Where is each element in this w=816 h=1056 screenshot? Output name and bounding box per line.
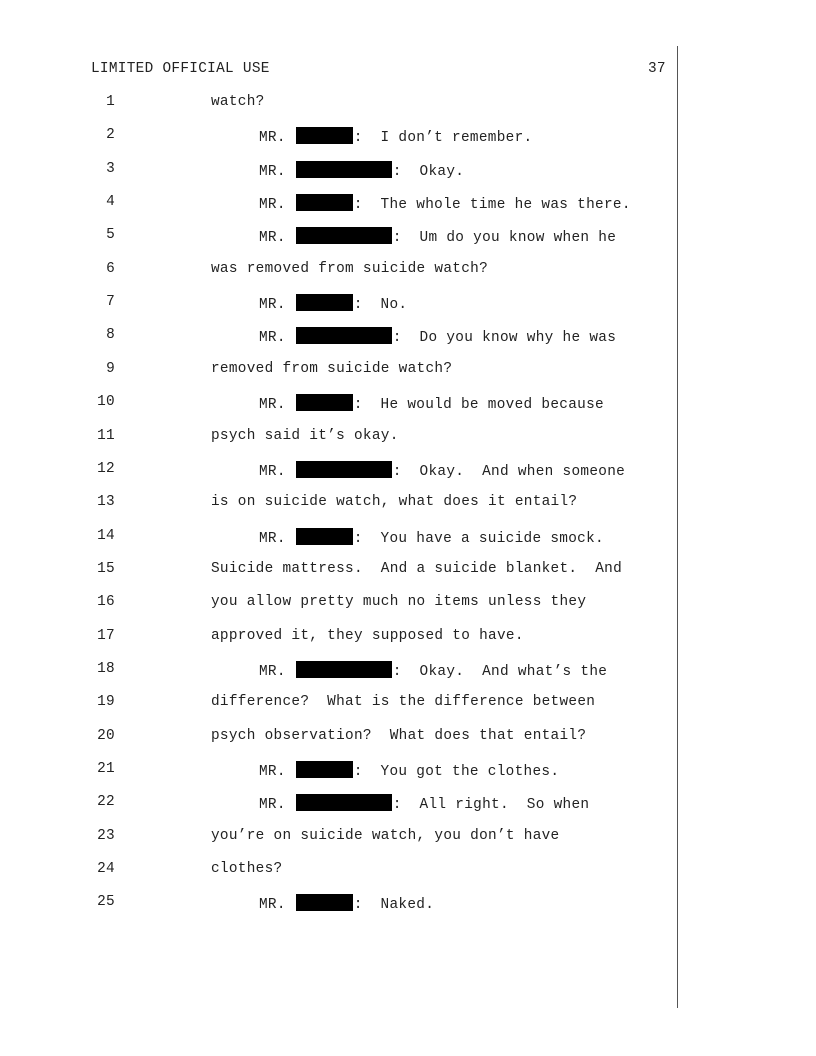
line-number: 10 xyxy=(97,394,115,411)
line-number: 19 xyxy=(97,694,115,711)
transcript-line xyxy=(0,161,678,183)
line-number: 13 xyxy=(97,494,115,511)
line-number: 23 xyxy=(97,827,115,844)
transcript-line xyxy=(0,461,678,483)
transcript-line xyxy=(0,261,678,283)
page-number: 37 xyxy=(648,61,666,77)
transcript-line xyxy=(0,227,678,249)
line-text: was removed from suicide watch? xyxy=(211,260,489,277)
line-text: you allow pretty much no items unless they xyxy=(211,594,587,611)
line-text: you’re on suicide watch, you don’t have xyxy=(211,827,560,844)
redaction-box xyxy=(296,761,353,778)
speaker-prefix: MR. xyxy=(259,163,286,180)
transcript-line xyxy=(0,561,678,583)
speaker-line xyxy=(259,394,604,413)
speaker-line xyxy=(259,794,589,813)
transcript-line xyxy=(0,628,678,650)
transcript-line xyxy=(0,594,678,616)
redaction-box xyxy=(296,461,392,478)
speaker-text: : He would be moved because xyxy=(353,397,604,414)
line-number: 21 xyxy=(97,761,115,777)
speaker-line xyxy=(259,294,407,313)
transcript-line xyxy=(0,861,678,883)
redaction-box xyxy=(296,794,392,811)
speaker-text: : Um do you know when he xyxy=(392,230,617,247)
speaker-line xyxy=(259,194,631,213)
redaction-box xyxy=(296,161,392,178)
line-number: 24 xyxy=(97,861,115,878)
line-number: 8 xyxy=(106,327,115,344)
transcript-line xyxy=(0,361,678,383)
line-number: 4 xyxy=(106,194,115,211)
speaker-line xyxy=(259,127,532,146)
redaction-box xyxy=(296,227,392,244)
speaker-line xyxy=(259,161,464,180)
speaker-prefix: MR. xyxy=(259,663,286,680)
speaker-prefix: MR. xyxy=(259,330,286,347)
speaker-text: : Do you know why he was xyxy=(392,330,617,347)
speaker-line xyxy=(259,227,616,246)
line-text: is on suicide watch, what does it entail? xyxy=(211,494,578,511)
transcript-line xyxy=(0,327,678,349)
redaction-box xyxy=(296,327,392,344)
speaker-prefix: MR. xyxy=(259,130,286,147)
redaction-box xyxy=(296,127,353,144)
speaker-text: : No. xyxy=(353,297,408,314)
transcript-line xyxy=(0,894,678,916)
transcript-line xyxy=(0,794,678,816)
line-number: 20 xyxy=(97,727,115,744)
line-text: psych said it’s okay. xyxy=(211,427,399,444)
speaker-text: : You have a suicide smock. xyxy=(353,530,604,547)
speaker-line xyxy=(259,327,616,346)
redaction-box xyxy=(296,394,353,411)
line-number: 12 xyxy=(97,460,115,477)
line-number: 6 xyxy=(106,260,115,277)
transcript-line xyxy=(0,194,678,216)
speaker-prefix: MR. xyxy=(259,463,286,480)
line-number: 11 xyxy=(97,427,115,444)
speaker-line xyxy=(259,528,604,547)
redaction-box xyxy=(296,194,353,211)
speaker-prefix: MR. xyxy=(259,397,286,414)
speaker-text: : Okay. And when someone xyxy=(392,463,626,480)
line-text: Suicide mattress. And a suicide blanket. And xyxy=(211,560,623,577)
line-text: watch? xyxy=(211,94,265,110)
transcript-line xyxy=(0,428,678,450)
transcript-line xyxy=(0,828,678,850)
transcript-line xyxy=(0,394,678,416)
speaker-prefix: MR. xyxy=(259,764,286,780)
transcript-line xyxy=(0,528,678,550)
line-text: removed from suicide watch? xyxy=(211,360,453,377)
transcript-line xyxy=(0,494,678,516)
line-text: psych observation? What does that entail? xyxy=(211,727,587,744)
line-number: 18 xyxy=(97,660,115,677)
redaction-box xyxy=(296,661,392,678)
speaker-prefix: MR. xyxy=(259,230,286,247)
transcript-line xyxy=(0,294,678,316)
speaker-line xyxy=(259,894,434,913)
line-number: 25 xyxy=(97,894,115,911)
line-number: 17 xyxy=(97,627,115,644)
line-number: 1 xyxy=(106,94,115,110)
speaker-line xyxy=(259,761,559,780)
speaker-text: : Okay. xyxy=(392,163,465,180)
line-number: 15 xyxy=(97,560,115,577)
speaker-prefix: MR. xyxy=(259,297,286,314)
speaker-line xyxy=(259,661,607,680)
speaker-prefix: MR. xyxy=(259,897,286,914)
transcript-line xyxy=(0,728,678,750)
speaker-text: : You got the clothes. xyxy=(353,764,560,780)
speaker-text: : Naked. xyxy=(353,897,435,914)
classification-header: LIMITED OFFICIAL USE xyxy=(91,61,270,77)
speaker-text: : The whole time he was there. xyxy=(353,197,631,214)
redaction-box xyxy=(296,894,353,911)
transcript-line xyxy=(0,661,678,683)
transcript-line xyxy=(0,94,678,116)
speaker-text: : I don’t remember. xyxy=(353,130,533,147)
line-number: 2 xyxy=(106,127,115,144)
line-number: 7 xyxy=(106,294,115,311)
line-number: 14 xyxy=(97,527,115,544)
speaker-prefix: MR. xyxy=(259,197,286,214)
line-text: approved it, they supposed to have. xyxy=(211,627,524,644)
line-number: 16 xyxy=(97,594,115,611)
redaction-box xyxy=(296,528,353,545)
speaker-line xyxy=(259,461,625,480)
line-text: difference? What is the difference between xyxy=(211,694,596,711)
speaker-prefix: MR. xyxy=(259,530,286,547)
line-text: clothes? xyxy=(211,861,283,878)
redaction-box xyxy=(296,294,353,311)
transcript-line xyxy=(0,694,678,716)
line-number: 22 xyxy=(97,794,115,811)
line-number: 3 xyxy=(106,160,115,177)
line-number: 9 xyxy=(106,360,115,377)
speaker-text: : Okay. And what’s the xyxy=(392,663,608,680)
speaker-text: : All right. So when xyxy=(392,797,590,814)
speaker-prefix: MR. xyxy=(259,797,286,814)
line-number: 5 xyxy=(106,227,115,244)
transcript-line xyxy=(0,761,678,783)
transcript-line xyxy=(0,127,678,149)
